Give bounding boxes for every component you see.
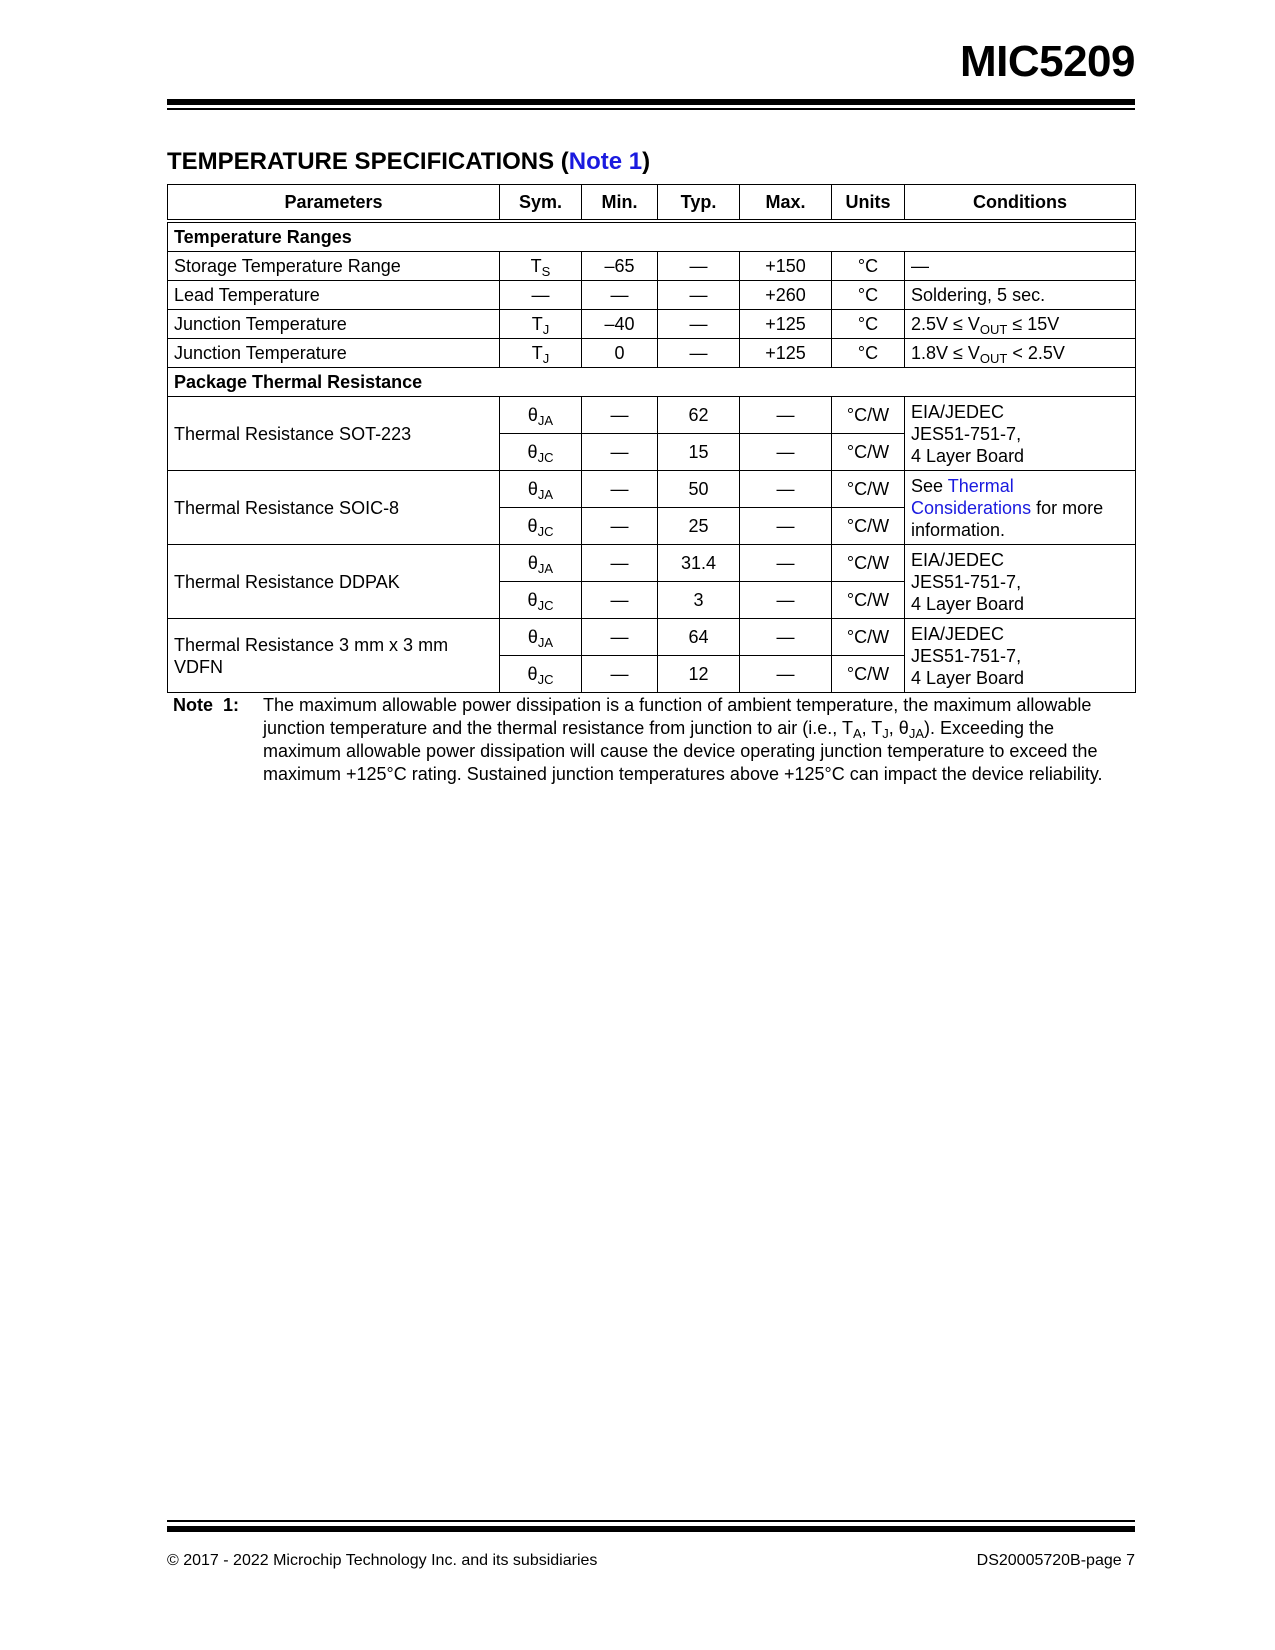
typ-cell: — [658, 310, 740, 339]
section-title [167, 150, 650, 174]
units-cell: °C/W [832, 582, 905, 619]
typ-cell: 12 [658, 656, 740, 693]
sym-cell: $\theta_{JA}$ [500, 397, 582, 434]
min-cell: — [582, 471, 658, 508]
table-row [168, 310, 1136, 339]
footer-copyright: © 2017 - 2022 Microchip Technology Inc. and its subsidiaries [167, 1552, 598, 1569]
table-row [168, 397, 1136, 434]
sym-cell: $\theta_{JA}$ [500, 471, 582, 508]
param-cell: Lead Temperature [168, 281, 500, 310]
group-row-temperature-ranges [168, 221, 1136, 252]
min-cell: — [582, 656, 658, 693]
units-cell: °C/W [832, 508, 905, 545]
units-cell: °C/W [832, 434, 905, 471]
table-row [168, 281, 1136, 310]
min-cell: — [582, 619, 658, 656]
table-row [168, 619, 1136, 656]
footer-rule-thick [167, 1526, 1135, 1532]
typ-cell: 64 [658, 619, 740, 656]
units-cell: °C [832, 252, 905, 281]
param-cell: Thermal Resistance DDPAK [168, 545, 500, 619]
typ-cell: 62 [658, 397, 740, 434]
units-cell: °C [832, 339, 905, 368]
conditions-cell: EIA/JEDEC JES51-751-7, 4 Layer Board [905, 619, 1136, 693]
sym-cell: $\theta_{JC}$ [500, 582, 582, 619]
table-row [168, 339, 1136, 368]
max-cell: — [740, 545, 832, 582]
conditions-cell: $1.8V \le V_{OUT} < 2.5V$ [905, 339, 1136, 368]
part-number-title: MIC5209 [959, 37, 1135, 86]
sym-cell: $\theta_{JC}$ [500, 656, 582, 693]
param-cell: Storage Temperature Range [168, 252, 500, 281]
sym-cell: $\theta_{JA}$ [500, 619, 582, 656]
min-cell: — [582, 545, 658, 582]
typ-cell: — [658, 339, 740, 368]
col-header-parameters: Parameters [168, 185, 500, 222]
sym-cell: $\theta_{JA}$ [500, 545, 582, 582]
units-cell: °C/W [832, 545, 905, 582]
min-cell: — [582, 582, 658, 619]
min-cell: — [582, 508, 658, 545]
typ-cell: — [658, 281, 740, 310]
max-cell: +125 [740, 339, 832, 368]
header-rule-thick [167, 99, 1135, 105]
typ-cell: 31.4 [658, 545, 740, 582]
typ-cell: 3 [658, 582, 740, 619]
temperature-spec-table [167, 184, 1136, 693]
col-header-min: Min. [582, 185, 658, 222]
min-cell: — [582, 434, 658, 471]
param-cell: Thermal Resistance 3 mm x 3 mm VDFN [168, 619, 500, 693]
param-cell: Thermal Resistance SOIC-8 [168, 471, 500, 545]
header-rule-thin [167, 108, 1135, 110]
max-cell: +260 [740, 281, 832, 310]
min-cell: –40 [582, 310, 658, 339]
group-label: Temperature Ranges [168, 221, 1136, 252]
table-row [168, 545, 1136, 582]
min-cell: 0 [582, 339, 658, 368]
max-cell: — [740, 582, 832, 619]
units-cell: °C/W [832, 619, 905, 656]
max-cell: +125 [740, 310, 832, 339]
col-header-typ: Typ. [658, 185, 740, 222]
section-title-suffix: ) [642, 148, 651, 175]
conditions-cell: Soldering, 5 sec. [905, 281, 1136, 310]
conditions-cell: — [905, 252, 1136, 281]
table-row [168, 471, 1136, 508]
table-header-row [168, 185, 1136, 222]
max-cell: — [740, 434, 832, 471]
section-title-prefix: TEMPERATURE SPECIFICATIONS ( [167, 148, 569, 175]
conditions-cell: EIA/JEDEC JES51-751-7, 4 Layer Board [905, 397, 1136, 471]
group-label: Package Thermal Resistance [168, 368, 1136, 397]
param-cell: Thermal Resistance SOT-223 [168, 397, 500, 471]
typ-cell: 50 [658, 471, 740, 508]
footer-page-number: DS20005720B-page 7 [976, 1552, 1135, 1569]
max-cell: — [740, 619, 832, 656]
max-cell: — [740, 656, 832, 693]
max-cell: +150 [740, 252, 832, 281]
col-header-conditions: Conditions [905, 185, 1136, 222]
units-cell: °C/W [832, 471, 905, 508]
min-cell: — [582, 281, 658, 310]
sym-cell: — [500, 281, 582, 310]
max-cell: — [740, 508, 832, 545]
units-cell: °C/W [832, 397, 905, 434]
sym-cell: $T_S$ [500, 252, 582, 281]
sym-cell: $T_J$ [500, 310, 582, 339]
conditions-cell: See Thermal Considerations for more information. [905, 471, 1136, 545]
note-text: The maximum allowable power dissipation is a function of ambient temperature, the maximum allowable junction temperature and the thermal resistance from junction to air (i.e., $T_A$, $T_J$, $\theta_{JA}$). Exceeding the maximum allowable power dissipation will cause the device operating junction temperature to exceed the maximum +125°C rating. Sustained junction temperatures above +125°C can impact the device reliability. [263, 695, 1103, 784]
sym-cell: $\theta_{JC}$ [500, 508, 582, 545]
typ-cell: — [658, 252, 740, 281]
conditions-cell: $2.5V \le V_{OUT} \le 15V$ [905, 310, 1136, 339]
conditions-cell: EIA/JEDEC JES51-751-7, 4 Layer Board [905, 545, 1136, 619]
max-cell: — [740, 471, 832, 508]
param-cell: Junction Temperature [168, 339, 500, 368]
param-cell: Junction Temperature [168, 310, 500, 339]
units-cell: °C/W [832, 656, 905, 693]
max-cell: — [740, 397, 832, 434]
footer-rule-thin [167, 1520, 1135, 1522]
typ-cell: 15 [658, 434, 740, 471]
note-1-link[interactable]: Note 1 [568, 148, 643, 175]
typ-cell: 25 [658, 508, 740, 545]
group-row-package-thermal-resistance [168, 368, 1136, 397]
units-cell: °C [832, 281, 905, 310]
col-header-max: Max. [740, 185, 832, 222]
sym-cell: $\theta_{JC}$ [500, 434, 582, 471]
note-label: Note 1: [173, 695, 240, 715]
min-cell: –65 [582, 252, 658, 281]
min-cell: — [582, 397, 658, 434]
sym-cell: $T_J$ [500, 339, 582, 368]
table-row [168, 252, 1136, 281]
col-header-sym: Sym. [500, 185, 582, 222]
units-cell: °C [832, 310, 905, 339]
thermal-considerations-link[interactable]: Thermal Considerations [911, 475, 1032, 518]
col-header-units: Units [832, 185, 905, 222]
